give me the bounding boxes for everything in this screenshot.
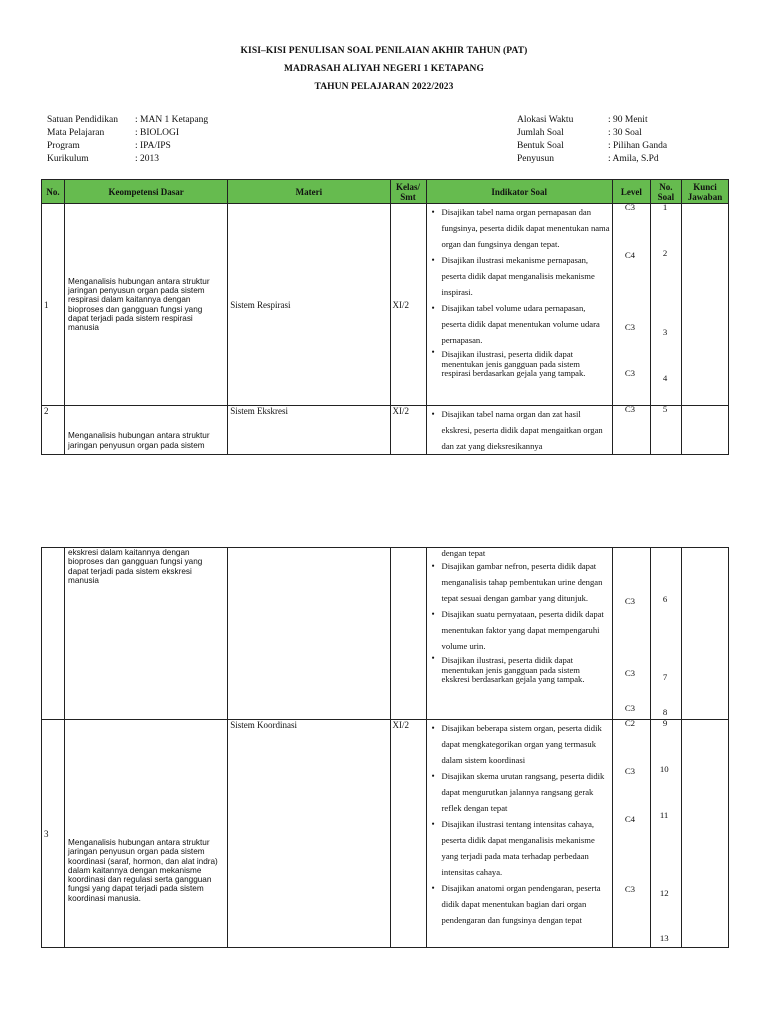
level-value: C4	[624, 814, 636, 824]
kelas-cell	[390, 548, 426, 720]
no-soal-cell	[650, 406, 681, 455]
indikator-item: • Disajikan ilustrasi, peserta didik dapat menentukan jenis gangguan pada sistem respirasi berdasarkan gejala yang tampak.	[442, 348, 610, 379]
meta-value: : MAN 1 Ketapang	[135, 115, 209, 125]
no-soal-cell	[650, 548, 681, 720]
soal-number: 3	[662, 327, 668, 337]
level-value: C4	[624, 250, 636, 260]
meta-label: Penyusun	[517, 154, 554, 164]
no-soal-cell	[650, 204, 681, 406]
materi: Sistem Respirasi	[228, 204, 390, 406]
row-number: 2	[42, 406, 65, 455]
level-value: C3	[624, 884, 636, 894]
table-row	[42, 406, 729, 455]
level-value: C3	[624, 766, 636, 776]
indikator-item: • Disajikan ilustrasi tentang intensitas cahaya, peserta didik dapat menganalisis mekanisme yang terjadi pada mata terhadap perbedaan intensitas cahaya.	[442, 816, 610, 880]
indikator-item: • Disajikan beberapa sistem organ, peserta didik dapat mengkategorikan organ yang termasuk dalam sistem koordinasi	[442, 720, 610, 768]
indikator-list	[426, 204, 612, 406]
kunci-jawaban-cell	[681, 204, 728, 406]
table-row	[42, 548, 729, 720]
table-row	[42, 720, 729, 948]
soal-number: 10	[659, 764, 669, 774]
level-value: C2	[624, 718, 636, 728]
kisi-table-page2	[41, 547, 729, 948]
level-value: C3	[624, 596, 636, 606]
meta-value: : 2013	[135, 154, 160, 164]
meta-left	[47, 114, 208, 166]
level-cell	[612, 548, 650, 720]
level-cell	[612, 406, 650, 455]
meta-label: Bentuk Soal	[517, 141, 564, 151]
col-header-no: No.	[42, 180, 65, 204]
meta-label: Mata Pelajaran	[47, 128, 105, 138]
indikator-list	[426, 548, 612, 720]
table-row	[42, 204, 729, 406]
row-number: 3	[42, 720, 65, 948]
level-cell	[612, 720, 650, 948]
soal-number: 12	[659, 888, 669, 898]
meta-label: Satuan Pendidikan	[47, 115, 118, 125]
indikator-item: • Disajikan anatomi organ pendengaran, peserta didik dapat menentukan bagian dari organ pendengaran dan fungsinya dengan tepat	[442, 880, 610, 928]
kelas-smt: XI/2	[390, 720, 426, 948]
indikator-item: • Disajikan skema urutan rangsang, peserta didik dapat mengurutkan jalannya rangsang gerak reflek dengan tepat	[442, 768, 610, 816]
soal-number: 5	[662, 404, 668, 414]
kunci-jawaban-cell	[681, 720, 728, 948]
level-value: C3	[624, 668, 636, 678]
col-header-kd: Keompetensi Dasar	[65, 180, 228, 204]
meta-value: : 30 Soal	[608, 128, 642, 138]
indikator-list	[426, 720, 612, 948]
indikator-item: • Disajikan tabel nama organ pernapasan dan fungsinya, peserta didik dapat menentukan nama organ dan fungsinya dengan tepat.	[442, 204, 610, 252]
soal-number: 4	[662, 373, 668, 383]
kompetensi-dasar: Menganalisis hubungan antara struktur jaringan penyusun organ pada sistem respirasi dalam kaitannya dengan bioproses dan gangguan fungsi yang dapat terjadi pada sistem respirasi manusia	[65, 204, 228, 406]
indikator-item: • Disajikan gambar nefron, peserta didik dapat menganalisis tahap pembentukan urine dengan tepat sesuai dengan gambar yang ditunjuk.	[442, 558, 610, 606]
meta-value: : Pilihan Ganda	[608, 141, 668, 151]
doc-title-line3: TAHUN PELAJARAN 2022/2023	[314, 82, 454, 92]
indikator-item: • Disajikan tabel nama organ dan zat hasil ekskresi, peserta didik dapat mengaitkan organ dan zat yang dieksresikannya	[442, 406, 610, 454]
row-number-cell	[42, 548, 65, 720]
meta-value: : IPA/IPS	[135, 141, 171, 151]
col-header-no-soal: No. Soal	[650, 180, 681, 204]
level-value: C3	[624, 703, 636, 713]
indikator-item: • Disajikan tabel volume udara pernapasan, peserta didik dapat menentukan volume udara pernapasan.	[442, 300, 610, 348]
meta-label: Jumlah Soal	[517, 128, 564, 138]
materi: Sistem Koordinasi	[228, 720, 390, 948]
soal-number: 7	[662, 672, 668, 682]
soal-number: 6	[662, 594, 668, 604]
soal-number: 9	[662, 718, 668, 728]
kisi-table-page1	[41, 179, 729, 455]
kunci-jawaban-cell	[681, 548, 728, 720]
materi: Sistem Ekskresi	[228, 406, 390, 455]
meta-value: : 90 Menit	[608, 115, 648, 125]
col-header-materi: Materi	[228, 180, 390, 204]
meta-value: : BIOLOGI	[135, 128, 180, 138]
meta-value: : Amila, S.Pd	[608, 154, 659, 164]
col-header-kelas: Kelas/ Smt	[390, 180, 426, 204]
meta-label: Program	[47, 141, 80, 151]
soal-number: 13	[659, 933, 669, 943]
level-value: C3	[624, 202, 636, 212]
meta-right	[517, 114, 667, 166]
level-cell	[612, 204, 650, 406]
no-soal-cell	[650, 720, 681, 948]
kunci-jawaban-cell	[681, 406, 728, 455]
level-value: C3	[624, 404, 636, 414]
materi-cell	[228, 548, 390, 720]
kelas-smt: XI/2	[390, 204, 426, 406]
soal-number: 11	[659, 810, 669, 820]
soal-number: 2	[662, 248, 668, 258]
col-header-indikator: Indikator Soal	[426, 180, 612, 204]
level-value: C3	[624, 322, 636, 332]
indikator-item: • Disajikan ilustrasi mekanisme pernapasan, peserta didik dapat menganalisis mekanisme inspirasi.	[442, 252, 610, 300]
indikator-item: • Disajikan suatu pernyataan, peserta didik dapat menentukan faktor yang dapat mempengaruhi volume urin.	[442, 606, 610, 654]
indikator-item: • Disajikan ilustrasi, peserta didik dapat menentukan jenis gangguan pada sistem ekskresi berdasarkan gejala yang tampak.	[442, 654, 610, 685]
kompetensi-dasar: Menganalisis hubungan antara struktur jaringan penyusun organ pada sistem koordinasi (saraf, hormon, dan alat indra) dalam kaitannya dengan mekanisme koordinasi dan regulasi serta gangguan fungsi yang dapat terjadi pada sistem koordinasi manusia.	[65, 720, 228, 948]
soal-number: 8	[662, 707, 668, 717]
col-header-level: Level	[612, 180, 650, 204]
kompetensi-dasar: ekskresi dalam kaitannya dengan bioproses dan gangguan fungsi yang dapat terjadi pada sistem ekskresi manusia	[65, 548, 228, 720]
soal-number: 1	[662, 202, 668, 212]
meta-label: Alokasi Waktu	[517, 115, 574, 125]
row-number: 1	[42, 204, 65, 406]
doc-title-line2: MADRASAH ALIYAH NEGERI 1 KETAPANG	[283, 64, 484, 74]
meta-label: Kurikulum	[47, 154, 89, 164]
level-value: C3	[624, 368, 636, 378]
col-header-kunci: Kunci Jawaban	[681, 180, 728, 204]
kompetensi-dasar: Menganalisis hubungan antara struktur jaringan penyusun organ pada sistem	[65, 406, 228, 455]
doc-title-line1: KISI–KISI PENULISAN SOAL PENILAIAN AKHIR TAHUN (PAT)	[240, 46, 528, 56]
indikator-list	[426, 406, 612, 455]
indikator-continuation: dengan tepat	[441, 548, 486, 558]
kelas-smt: XI/2	[390, 406, 426, 455]
